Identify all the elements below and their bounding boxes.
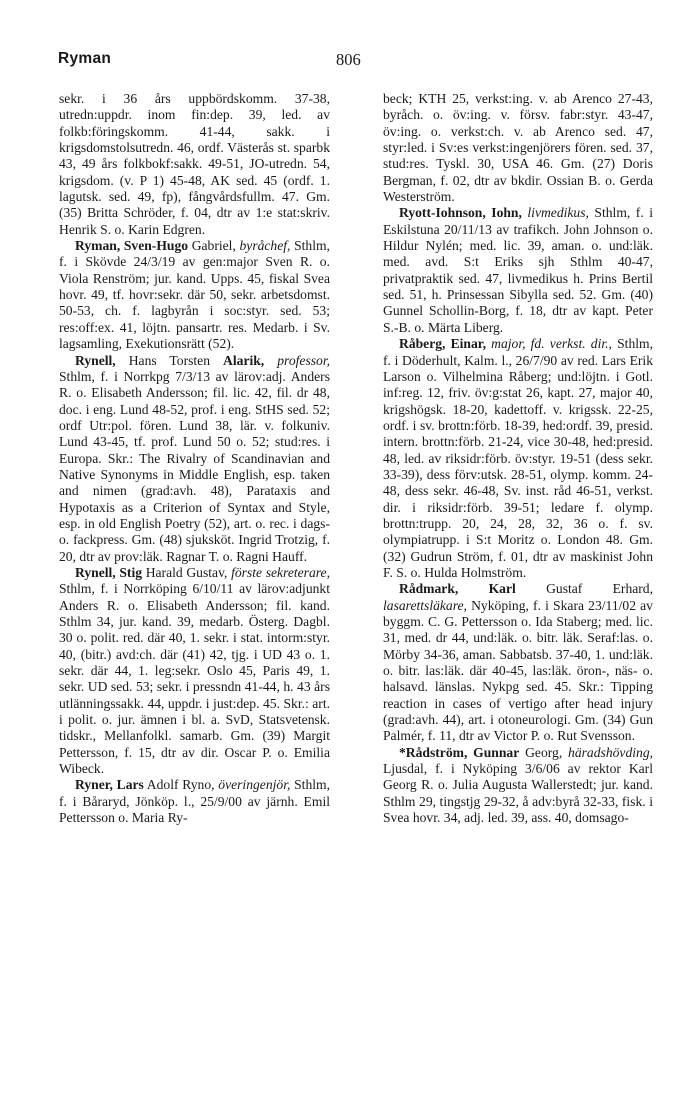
- biography-entry: [59, 777, 330, 826]
- entry-text: Ljusdal, f. i Nyköping 3/6/06 av rektor Karl Georg R. o. Julia Augusta Wallerstedt; jur. kand. Sthlm 29, tingstjg 29-32, å adv:byrå 32-33, fisk. i Svea hovr. 34, adj. led. 39, ass. 40, domsago-: [383, 761, 653, 826]
- entry-surname: *Rådström,: [399, 744, 468, 760]
- entry-given-name: Sven-Hugo: [123, 238, 189, 254]
- biography-entry: [383, 745, 653, 827]
- biography-entry: [59, 353, 330, 565]
- entry-title: lasarettsläkare,: [383, 597, 467, 613]
- entry-given-name: Lars: [116, 777, 144, 793]
- entry-given-name: Iohn,: [491, 205, 522, 221]
- entry-surname: Rådmark,: [399, 581, 459, 597]
- entry-text: beck; KTH 25, verkst:ing. v. ab Arenco 27-43, byråch. o. öv:ing. v. försv. fabr:styr. 43-47, öv:ing. o. verkst:ch. v. ab Arenco sed. 47, styr:led. i Sv:es verkst:ingenjörers fören. sed. 37, stud:res. Tyskl. 30, USA 46. Gm. (27) Doris Bergman, f. 02, dtr av bkdir. Ossian B. o. Gerda Westerström.: [383, 91, 653, 205]
- entry-given-name: Alarik,: [223, 352, 265, 368]
- entry-surname: Rynell,: [75, 352, 116, 368]
- entry-given-name: Karl: [488, 581, 516, 597]
- entry-title: häradshövding,: [568, 744, 654, 760]
- entry-given-prefix: Hans Torsten: [128, 352, 211, 368]
- left-column: [59, 91, 330, 826]
- biography-entry: [59, 238, 330, 352]
- entry-given-rest: Gustaf Erhard,: [546, 581, 653, 597]
- entry-title: förste sekreterare,: [231, 564, 330, 580]
- entry-text: Sthlm, f. i Båraryd, Jönköp. l., 25/9/00 av järnh. Emil Pettersson o. Maria Ry-: [59, 777, 330, 826]
- entry-title: överingenjör,: [218, 777, 291, 793]
- right-column: [383, 91, 653, 826]
- entry-continuation: [59, 91, 330, 238]
- entry-given-rest: Adolf Ryno,: [146, 777, 215, 793]
- entry-text: Sthlm, f. i Döderhult, Kalm. l., 26/7/90 av red. Lars Erik Larson o. Vilhelmina Råberg; und:löjtn. i Gotl. inf:reg. 12, friv. öv:g:stat 26, kapt. 27, major 40, krigshögsk. 18-20, kadettoff. v. krigssk. 22-25, ordf. i sv. brottn:förb. 18-39, hed:ordf. 39, presid. intern. brottn:förb. 21-24, vice 30-48, hed:presid. 48, led. av riksidr:förb. öv:styr. 19-51 (dess sekr. 33-39), dess förv:utsk. 28-51, olymp. komm. 24-48, dess sekr. 46-48, Sv. inst. råd 46-51, verkst. dir. i riksidr:förb. 39-51; ledare f. olymp. brottn:trupp. 20, 24, 28, 32, 36 o. f. sv. olympiatrupp. i S:t Moritz o. London 48. Gm. (32) Gudrun Ström, f. 01, dtr av maskinist John F. S. o. Hulda Holmström.: [383, 336, 653, 580]
- entry-given-name: Einar,: [450, 336, 486, 352]
- entry-title: professor,: [277, 352, 330, 368]
- entry-given-rest: Gabriel,: [191, 238, 236, 254]
- entry-continuation: [383, 91, 653, 205]
- entry-title: byråchef,: [239, 238, 291, 254]
- entry-surname: Rynell,: [75, 564, 116, 580]
- entry-surname: Ryott-Iohnson,: [399, 205, 486, 221]
- page-header: [58, 50, 648, 74]
- entry-text: Sthlm, f. i Norrkpg 7/3/13 av lärov:adj. Anders R. o. Elisabeth Andersson; fil. lic. 42, fil. dr 48, doc. i eng. Lund 48-52, prof. i eng. StHS sed. 52; ordf Utr:pol. fören. Lund 38, lär. v. folkuniv. Lund 43-45, tf. prof. Lund 50 o. 52; stud:res. i Europa. Skr.: The Rivalry of Scandinavian and Native Synonyms in Middle English, esp. taken and nimen (grad:avh. 48), Parataxis and Hypotaxis as a Criterion of Syntax and Style, esp. in old English Poetry (52), art. o. rec. i dags- o. fackpress. Gm. (48) sjuksköt. Ingrid Trotzig, f. 20, dtr av prov:läk. Ragnar T. o. Ragni Hauff.: [59, 368, 330, 564]
- entry-text: Sthlm, f. i Eskilstuna 20/11/13 av trafikch. John Johnson o. Hildur Nylén; med. lic. 39, aman. o. und:läk. med. avd. S:t Eriks sjh Sthlm 40-47, privatpraktik sed. 47, livmedikus h. Prins Bertil sed. 51, h. Prinsessan Sibylla sed. 52. Gm. (40) Gunnel Schollin-Borg, f. 18, dtr av kapt. Peter S.-B. o. Märta Liberg.: [383, 205, 653, 335]
- entry-given-name: Stig: [119, 564, 143, 580]
- biography-entry: [383, 336, 653, 581]
- entry-surname: Ryman,: [75, 238, 121, 254]
- entry-given-name: Gunnar: [473, 744, 520, 760]
- entry-surname: Råberg,: [399, 336, 446, 352]
- entry-text: Nyköping, f. i Skara 23/11/02 av byggm. C. G. Pettersson o. Ida Staberg; med. lic. 31, med. dr 44, und:läk. o. bitr. läk. Seraf:las. o. Mörby 34-36, aman. Sabbatsb. 37-40, 1. und:läk. o. bitr. las:läk. där 40-45, las:läk. öron-, näs- o. halsavd. länslas. Nykpg sed. 45. Skr.: Tipping reaction in cases of vertigo after head injury (grad:avh. 44), art. i otoneurologi. Gm. (34) Gun Palmér, f. 11, dtr av Victor P. o. Rut Svensson.: [383, 597, 653, 744]
- entry-title: major, fd. verkst. dir.,: [491, 336, 612, 352]
- entry-text: Sthlm, f. i Skövde 24/3/19 av gen:major Sven R. o. Viola Renström; jur. kand. Upps. 45, fiskal Svea hovr. 49, tf. hovr:sekr. där 50, sekr. arbetsdomst. 50-53, ch. f. lagbyrån i soc:styr. sed. 53; res:off:ex. 41, löjtn. pansartr. res. Medarb. i Sv. lagsamling, Exekutionsrätt (52).: [59, 238, 330, 352]
- entry-title: livmedikus,: [527, 205, 589, 221]
- entry-text: sekr. i 36 års uppbördskomm. 37-38, utredn:uppdr. inom fin:dep. 39, led. av folkb:föringskomm. 41-44, sakk. i krigsdomstolsutredn. 46, ordf. Västerås st. sparbk 43, 49 års folkbokf:sakk. 49-51, JO-utredn. 54, krigsdom. (v. P 1) 45-48, AK sed. 45 (ordf. 1. lagutsk. sed. 49, fp), fångvårdsfullm. 47. Gm. (35) Britta Schröder, f. 04, dtr av 1:e stat:skriv. Henrik S. o. Karin Edgren.: [59, 91, 330, 237]
- entry-surname: Ryner,: [75, 777, 113, 793]
- entry-text: Sthlm, f. i Norrköping 6/10/11 av lärov:adjunkt Anders R. o. Elisabeth Andersson; fil. kand. Sthlm 34, jur. kand. 39, medarb. Österg. Dagbl. 30 o. polit. red. där 40, 1. sekr. i stat. intorm:styr. 40, (bitr.) avd:ch. där (41) 42, tjg. i UD 43 o. 1. sekr. där 44, 1. leg:sekr. Oslo 45, Paris 49, 1. sekr. UD sed. 53; sekr. i pressndn 41-44, h. 43 års utlänningssakk. 44, uppdr. i just:dep. 45. Skr.: art. i polit. o. jur. ämnen i bl. a. SvD, Statsvetensk. tidskr., Mellanfolkl. samarb. Gm. (39) Margit Pettersson, f. 15, dtr av dir. Oscar P. o. Emilia Wibeck.: [59, 581, 330, 777]
- biography-entry: [383, 581, 653, 744]
- running-head: Ryman: [58, 50, 112, 67]
- biography-entry: [59, 565, 330, 777]
- entry-given-rest: Georg,: [525, 744, 563, 760]
- entry-given-rest: Harald Gustav,: [145, 564, 228, 580]
- page-number: 806: [336, 50, 361, 69]
- biography-entry: [383, 205, 653, 336]
